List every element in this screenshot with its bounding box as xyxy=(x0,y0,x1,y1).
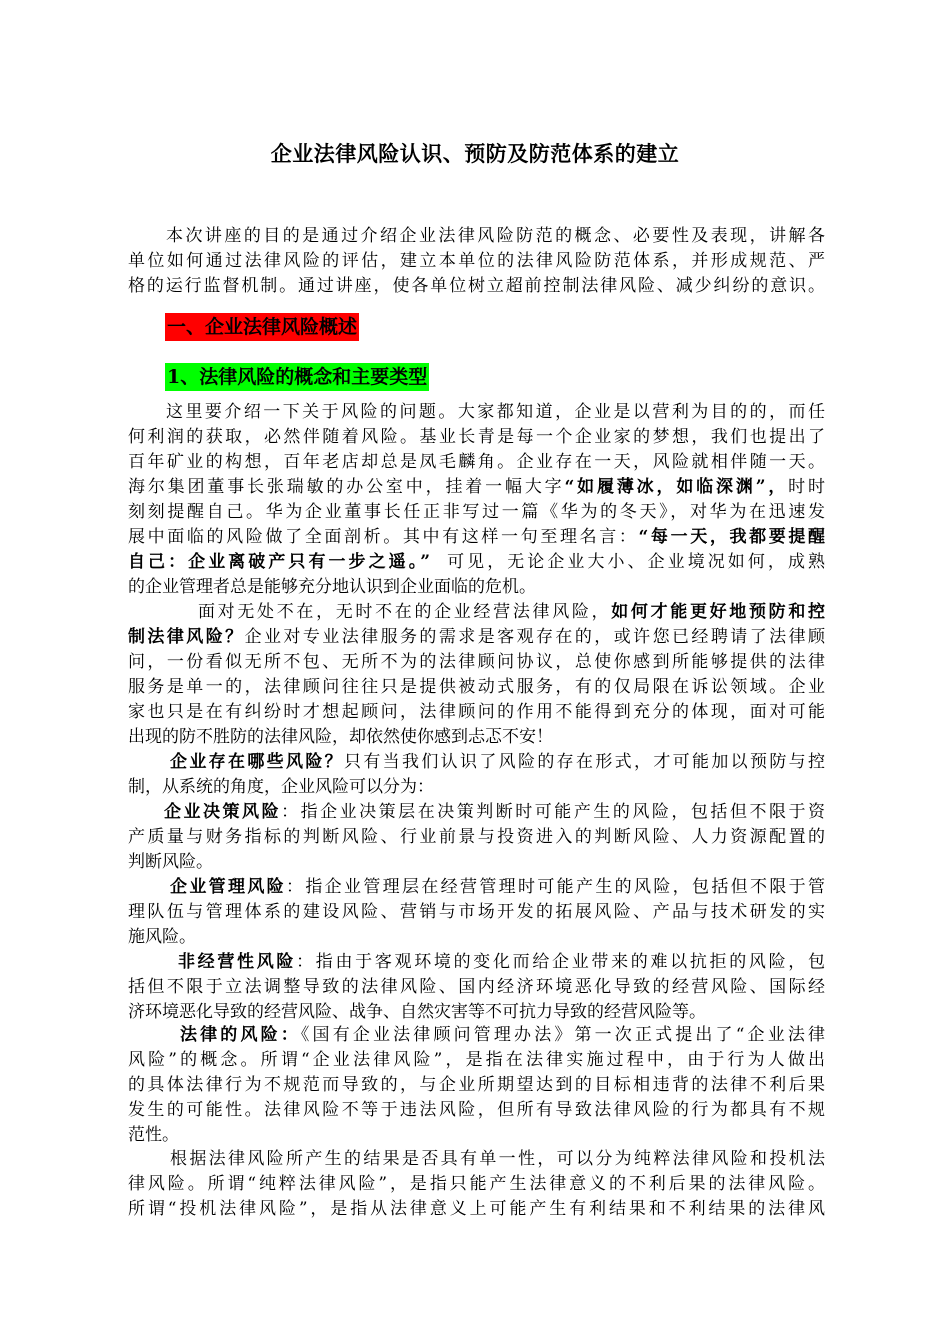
paragraph-risk-classification xyxy=(128,1147,825,1222)
text-line: 判断风险。 xyxy=(128,852,213,872)
text-line: 出现的防不胜防的法律风险，却依然使你感到忐忑不安！ xyxy=(128,727,553,747)
text-line: 百年矿业的构想，百年老店却总是凤毛麟角。企业存在一天，风险就相伴随一天。 xyxy=(128,452,825,472)
text-line: 格的运行监督机制。通过讲座，使各单位树立超前控制法律风险、减少纠纷的意识。 xyxy=(128,276,825,296)
text-line: 问，一份看似无所不包、无所不为的法律顾问协议，总使你感到所能够提供的法律 xyxy=(128,652,825,672)
section-heading-1: 一、企业法律风险概述 xyxy=(165,313,359,341)
document-title: 企业法律风险认识、预防及防范体系的建立 xyxy=(270,141,680,166)
text-run: 面对无处不在，无时不在的企业经营法律风险， xyxy=(198,602,612,622)
text-line: 发生的可能性。法律风险不等于违法风险，但所有导致法律风险的行为都具有不规 xyxy=(128,1100,825,1120)
text-run: 海尔集团董事长张瑞敏的办公室中，挂着一幅大字 xyxy=(128,477,565,497)
text-line: 制，从系统的角度，企业风险可以分为： xyxy=(128,777,434,797)
text-line: 施风险。 xyxy=(128,927,196,947)
paragraph-legal-risk xyxy=(128,1023,825,1148)
text-line xyxy=(128,625,825,650)
text-line: 所谓“投机法律风险”，是指从法律意义上可能产生有利结果和不利结果的法律风 xyxy=(128,1199,825,1219)
paragraph-management-risk xyxy=(128,875,825,950)
text-line: 产质量与财务指标的判断风险、行业前景与投资进入的判断风险、人力资源配置的 xyxy=(128,827,825,847)
text-line xyxy=(128,475,825,500)
quote-bold: “每一天，我都要提醒 xyxy=(638,527,826,547)
quote-bold: “如履薄冰，如临深渊”， xyxy=(564,477,789,497)
quote-bold: 自己：企业离破产只有一步之遥。” xyxy=(128,552,431,572)
paragraph-prevention xyxy=(128,600,825,750)
text-line xyxy=(128,800,825,825)
text-line: 的企业管理者总是能够充分地认识到企业面临的危机。 xyxy=(128,577,536,597)
text-line: 济环境恶化导致的经营风险、战争、自然灾害等不可抗力导致的经营风险等。 xyxy=(128,1002,706,1022)
text-run: 时时 xyxy=(788,477,826,497)
text-line: 家也只是在有纠纷时才想起顾问，法律顾问的作用不能得到充分的体现，面对可能 xyxy=(128,702,825,722)
text-run: ：指企业管理层在经营管理时可能产生的风险，包括但不限于管 xyxy=(286,877,825,897)
text-run: 《国有企业法律顾问管理办法》第一次正式提出了“企业法律 xyxy=(300,1025,825,1045)
bold-term: 法律的风险： xyxy=(180,1025,301,1045)
text-line: 范性。 xyxy=(128,1125,179,1145)
subsection-heading-1: 1、法律风险的概念和主要类型 xyxy=(165,363,429,391)
intro-paragraph xyxy=(128,224,825,299)
text-run: ：指企业决策层在决策判断时可能产生的风险，包括但不限于资 xyxy=(281,802,826,822)
text-line: 括但不限于立法调整导致的法律风险、国内经济环境恶化导致的经营风险、国际经 xyxy=(128,977,825,997)
text-line xyxy=(128,525,825,550)
text-line: 单位如何通过法律风险的评估，建立本单位的法律风险防范体系，并形成规范、严 xyxy=(128,251,825,271)
text-run: ：指由于客观环境的变化而给企业带来的难以抗拒的风险，包 xyxy=(296,952,825,972)
paragraph-risk-types xyxy=(128,750,825,800)
text-line xyxy=(128,600,825,625)
text-line: 刻刻提醒自己。华为企业董事长任正非写过一篇《华为的冬天》，对华为在迅速发 xyxy=(128,502,825,522)
bold-term: 企业决策风险 xyxy=(164,802,282,822)
text-line: 何利润的获取，必然伴随着风险。基业长青是每一个企业家的梦想，我们也提出了 xyxy=(128,427,825,447)
text-line: 风险”的概念。所谓“企业法律风险”，是指在法律实施过程中，由于行为人做出 xyxy=(128,1050,825,1070)
bold-term: 企业管理风险 xyxy=(170,877,286,897)
text-line: 服务是单一的，法律顾问往往只是提供被动式服务，有的仅局限在诉讼领域。企业 xyxy=(128,677,825,697)
text-line: 根据法律风险所产生的结果是否具有单一性，可以分为纯粹法律风险和投机法 xyxy=(170,1149,825,1169)
text-run: 展中面临的风险做了全面剖析。其中有这样一句至理名言： xyxy=(128,527,639,547)
text-line xyxy=(128,1023,825,1048)
bold-run: 制法律风险？ xyxy=(128,627,245,647)
text-run: 可见，无论企业大小、企业境况如何，成熟 xyxy=(444,552,826,572)
text-line: 理队伍与管理体系的建设风险、营销与市场开发的拓展风险、产品与技术研发的实 xyxy=(128,902,825,922)
text-line xyxy=(128,750,825,775)
paragraph-risk-intro xyxy=(128,400,825,600)
text-line: 律风险。所谓“纯粹法律风险”，是指只能产生法律意义的不利后果的法律风险。 xyxy=(128,1174,825,1194)
text-line xyxy=(128,950,825,975)
text-run: 只有当我们认识了风险的存在形式，才可能加以预防与控 xyxy=(344,752,825,772)
text-run: 企业对专业法律服务的需求是客观存在的，或许您已经聘请了法律顾 xyxy=(244,627,826,647)
bold-term: 非经营性风险 xyxy=(178,952,297,972)
bold-run: 如何才能更好地预防和控 xyxy=(611,602,826,622)
paragraph-decision-risk xyxy=(128,800,825,875)
text-line: 这里要介绍一下关于风险的问题。大家都知道，企业是以营利为目的的，而任 xyxy=(166,402,825,422)
text-line xyxy=(128,550,825,575)
text-line xyxy=(128,875,825,900)
text-line: 本次讲座的目的是通过介绍企业法律风险防范的概念、必要性及表现，讲解各 xyxy=(166,226,825,246)
bold-run: 企业存在哪些风险？ xyxy=(170,752,344,772)
paragraph-nonoperating-risk xyxy=(128,950,825,1025)
text-line: 的具体法律行为不规范而导致的，与企业所期望达到的目标相违背的法律不利后果 xyxy=(128,1075,825,1095)
